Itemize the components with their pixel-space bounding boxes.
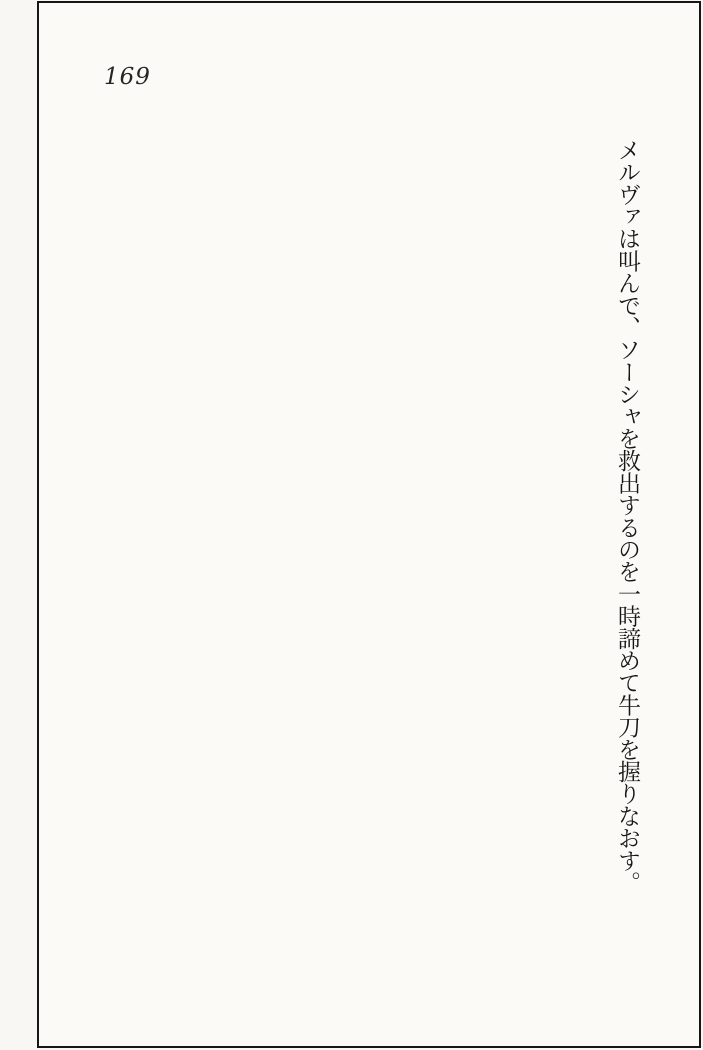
text-column: メルヴァは叫んで、ソーシャを救出するのを一時諦めて牛刀を握りなおす。 bbox=[614, 116, 640, 894]
text-columns bbox=[100, 116, 644, 962]
page-number: 169 bbox=[104, 64, 151, 90]
